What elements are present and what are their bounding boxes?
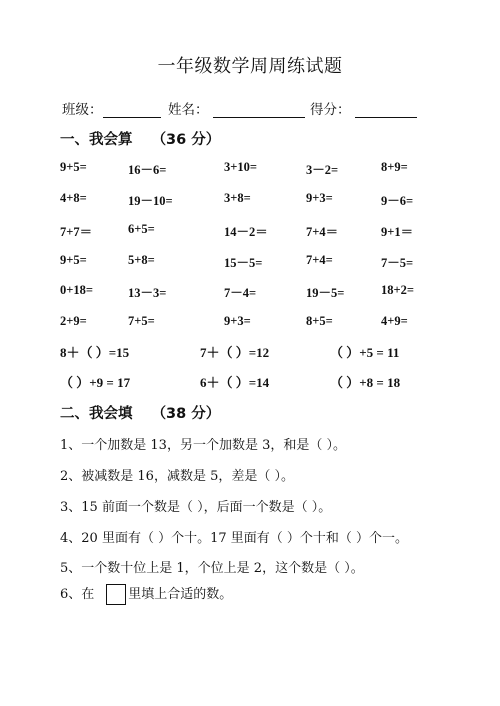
fill-equation: 7＋（ ）=12 [200, 345, 270, 360]
calc-item: 19－5= [306, 286, 345, 300]
class-blank[interactable] [103, 103, 161, 118]
calc-item: 9－6= [381, 194, 414, 208]
page-title: 一年级数学周周练试题 [157, 56, 343, 77]
calc-item: 9+5= [60, 253, 87, 267]
question-6 [60, 583, 232, 605]
calc-item: 6+5= [128, 222, 155, 236]
name-field [168, 98, 305, 118]
class-field [62, 98, 161, 118]
fill-equation: 8＋（ ）=15 [60, 345, 130, 360]
question-6-prefix: 6、在 [60, 587, 95, 602]
calc-item: 3+8= [224, 191, 251, 205]
score-label: 得分： [310, 102, 351, 118]
calc-item: 19－10= [128, 194, 173, 208]
name-blank[interactable] [213, 103, 305, 118]
calc-item: 5+8= [128, 253, 155, 267]
calc-item: 7－4= [224, 286, 257, 300]
fill-equation: （ ）+9 = 17 [60, 375, 131, 390]
section-2-title: 二、我会填 [60, 406, 133, 422]
calc-item: 7+5= [128, 314, 155, 328]
calc-item: 13－3= [128, 286, 167, 300]
score-blank[interactable] [355, 103, 417, 118]
fill-equation: （ ）+8 = 18 [330, 375, 401, 390]
answer-box[interactable] [106, 584, 126, 605]
calc-item: 7+4＝ [306, 225, 339, 239]
calc-item: 7+7＝ [60, 225, 93, 239]
fill-equation: （ ）+5 = 11 [330, 345, 400, 360]
calc-item: 3－2= [306, 163, 339, 177]
question-4: 4、20 里面有（ ）个十。17 里面有（ ）个十和（ ）个一。 [60, 531, 409, 546]
score-field [310, 98, 417, 118]
class-label: 班级： [62, 102, 103, 118]
calc-item: 4+9= [381, 314, 408, 328]
calc-item: 2+9= [60, 314, 87, 328]
question-2: 2、被减数是 16，减数是 5，差是（ ）。 [60, 469, 294, 484]
calc-item: 8+9= [381, 160, 408, 174]
calc-item: 9+5= [60, 160, 87, 174]
section-2-points: （38 分） [151, 406, 221, 422]
calc-item: 18+2= [381, 283, 414, 297]
calc-item: 9+3= [306, 191, 333, 205]
question-5: 5、一个数十位上是 1，个位上是 2，这个数是（ ）。 [60, 561, 364, 576]
section-2-heading [60, 402, 220, 423]
name-label: 姓名： [168, 102, 209, 118]
calc-item: 9+3= [224, 314, 251, 328]
question-3: 3、15 前面一个数是（ ），后面一个数是（ ）。 [60, 500, 332, 515]
section-1-points: （36 分） [151, 132, 221, 148]
section-1-title: 一、我会算 [60, 132, 133, 148]
question-6-suffix: 里填上合适的数。 [128, 587, 233, 602]
section-1-heading [60, 128, 220, 149]
fill-equation: 6＋（ ）=14 [200, 375, 270, 390]
calc-item: 15－5= [224, 256, 263, 270]
calc-item: 16－6= [128, 163, 167, 177]
calc-item: 7+4= [306, 253, 333, 267]
calc-item: 3+10= [224, 160, 257, 174]
calc-item: 14－2＝ [224, 225, 268, 239]
calc-item: 4+8= [60, 191, 87, 205]
calc-item: 8+5= [306, 314, 333, 328]
calc-item: 0+18= [60, 283, 93, 297]
question-1: 1、一个加数是 13，另一个加数是 3，和是（ ）。 [60, 438, 346, 453]
calc-item: 7－5= [381, 256, 414, 270]
calc-item: 9+1＝ [381, 225, 414, 239]
